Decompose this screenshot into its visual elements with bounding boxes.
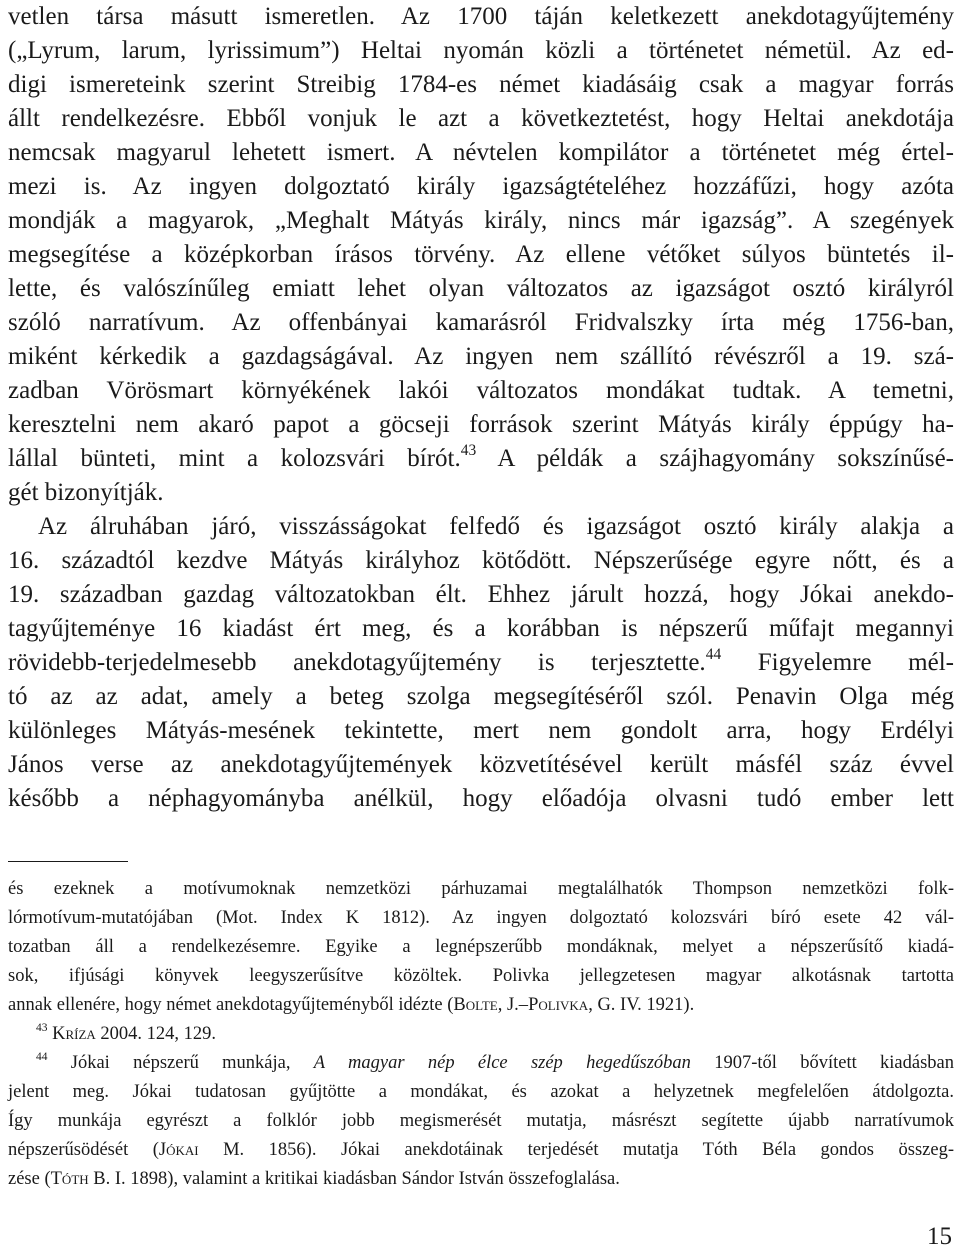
body-text-line: megsegítése a középkorban írásos törvény. Az ellene vétőket súlyos büntetés il- (8, 241, 954, 268)
text-run: , J.– (497, 995, 529, 1015)
text-run: Figyelemre mél- (721, 649, 954, 676)
footnote-line: és ezeknek a motívumoknak nemzetközi párhuzamai megtalálhatók Thompson nemzetközi folk- (8, 879, 954, 899)
body-text-line: 19. században gazdag változatokban élt. Ehhez járult hozzá, hogy Jókai anekdo- (8, 581, 954, 608)
body-text-line: különleges Mátyás-mesének tekintette, mert nem gondolt arra, hogy Erdélyi (8, 717, 954, 744)
book-title: A magyar nép élce szép hegedűszóban (313, 1053, 691, 1073)
text-run: zése ( (8, 1169, 51, 1189)
footnote-line: lórmotívum-mutatójában (Mot. Index K 1812). Az ingyen dolgoztató kolozsvári bíró esete 42 vál- (8, 908, 954, 928)
footnote-line (8, 1136, 954, 1165)
body-text-line: állt rendelkezésre. Ebből vonjuk le azt a következtetést, hogy Heltai anekdotája (8, 105, 954, 132)
body-text-line: tagyűjteménye 16 kiadást ért meg, és a korábban is népszerű műfajt megannyi (8, 615, 954, 642)
body-text-line: nemcsak magyarul lehetett ismert. A névtelen kompilátor a történetet még értel- (8, 139, 954, 166)
text-run: rövidebb-terjedelmesebb anekdotagyűjtemény is terjesztette. (8, 649, 706, 676)
text-run: Jókai népszerű munkája, (47, 1053, 314, 1073)
body-text-line: szóló narratívum. Az offenbányai kamarásról Fridvalszky írta még 1756-ban, (8, 309, 954, 336)
author-name: Polivka (528, 995, 589, 1015)
body-text-line: gét bizonyítják. (8, 479, 164, 506)
footnote-44 (36, 1049, 954, 1078)
text-run: 2004. 124, 129. (95, 1024, 217, 1044)
author-name: Tóth (50, 1169, 89, 1189)
footnote-line (8, 1165, 954, 1194)
body-text-line (8, 646, 954, 680)
body-text-line: később a néphagyományba anélkül, hogy előadója olvasni tudó ember lett (8, 785, 954, 812)
footnote-line (8, 991, 954, 1020)
footnote-number: 43 (36, 1021, 48, 1034)
footnote-separator (8, 861, 128, 862)
body-text-line: 16. századtól kezdve Mátyás királyhoz kötődött. Népszerűsége egyre nőtt, és a (8, 547, 954, 574)
footnote-ref-44[interactable]: 44 (705, 646, 722, 664)
body-text-line: („Lyrum, larum, lyrissimum”) Heltai nyomán közli a történetet németül. Az ed- (8, 37, 954, 64)
author-name: Bolte (453, 995, 498, 1015)
footnote-line: jelent meg. Jókai tudatosan gyűjtötte a mondákat, és azokat a helyzetnek megfelelően átdolgozta. (8, 1082, 954, 1102)
footnote-line: sok, ifjúsági könyvek leegyszerűsítve közöltek. Polivka jellegzetesen magyar alkotásnak tartotta (8, 966, 954, 986)
body-text-line: vetlen társa másutt ismeretlen. Az 1700 táján keletkezett anekdotagyűjtemény (8, 3, 954, 30)
text-run: M. 1856). Jókai anekdotáinak terjedését mutatja Tóth Béla gondos összeg- (198, 1140, 954, 1160)
text-run: lállal bünteti, mint a kolozsvári bírót. (8, 445, 461, 472)
body-text-line: digi ismereteink szerint Streibig 1784-es német kiadásáig csak a magyar forrás (8, 71, 954, 98)
text-run: 1907-től bővített kiadásban (690, 1053, 954, 1073)
footnote-line: tozatban áll a rendelkezésemre. Egyike a legnépszerűbb mondáknak, melyet a népszerűsítő kiadá- (8, 937, 954, 957)
body-text-line: János verse az anekdotagyűjtemények közvetítésével került másfél száz évvel (8, 751, 954, 778)
footnote-line: Így munkája egyrészt a folklór jobb megismerését mutatja, másrészt segítette újabb narratívumok (8, 1111, 954, 1131)
footnote-43 (36, 1020, 954, 1049)
body-text-line: keresztelni nem akaró papot a göcseji források szerint Mátyás király éppúgy ha- (8, 411, 954, 438)
page-number: 15 (927, 1223, 952, 1250)
footnote-ref-43[interactable]: 43 (460, 442, 477, 460)
body-text-line: miként kérkedik a gazdagságával. Az ingyen nem szállító révészről a 19. szá- (8, 343, 954, 370)
footnote-number: 44 (36, 1050, 48, 1063)
text-run: , G. IV. 1921). (588, 995, 695, 1015)
author-name: Kríza (52, 1024, 96, 1044)
text-run: népszerűsödését ( (8, 1140, 159, 1160)
paragraph-first-line: Az álruhában járó, visszásságokat felfedő és igazságot osztó király alakja a (38, 513, 954, 540)
body-text-line: zadban Vörösmart környékének lakói változatos mondákat tudtak. A temetni, (8, 377, 954, 404)
author-name: Jókai (158, 1140, 199, 1160)
text-run: A példák a szájhagyomány sokszínűsé- (476, 445, 955, 472)
body-text-line: mondják a magyarok, „Meghalt Mátyás király, nincs már igazság”. A szegények (8, 207, 954, 234)
text-run: annak ellenére, hogy német anekdotagyűjteményből idézte ( (8, 995, 454, 1015)
body-text-line: mezi is. Az ingyen dolgoztató király igazságtételéhez hozzáfűzi, hogy azóta (8, 173, 954, 200)
body-text-line: lette, és valószínűleg emiatt lehet olyan változatos az igazságot osztó királyról (8, 275, 954, 302)
body-text-line: tó az az adat, amely a beteg szolga megsegítéséről szól. Penavin Olga még (8, 683, 954, 710)
body-text-line (8, 442, 954, 476)
text-run: B. I. 1898), valamint a kritikai kiadásban Sándor István összefoglalása. (88, 1169, 620, 1189)
